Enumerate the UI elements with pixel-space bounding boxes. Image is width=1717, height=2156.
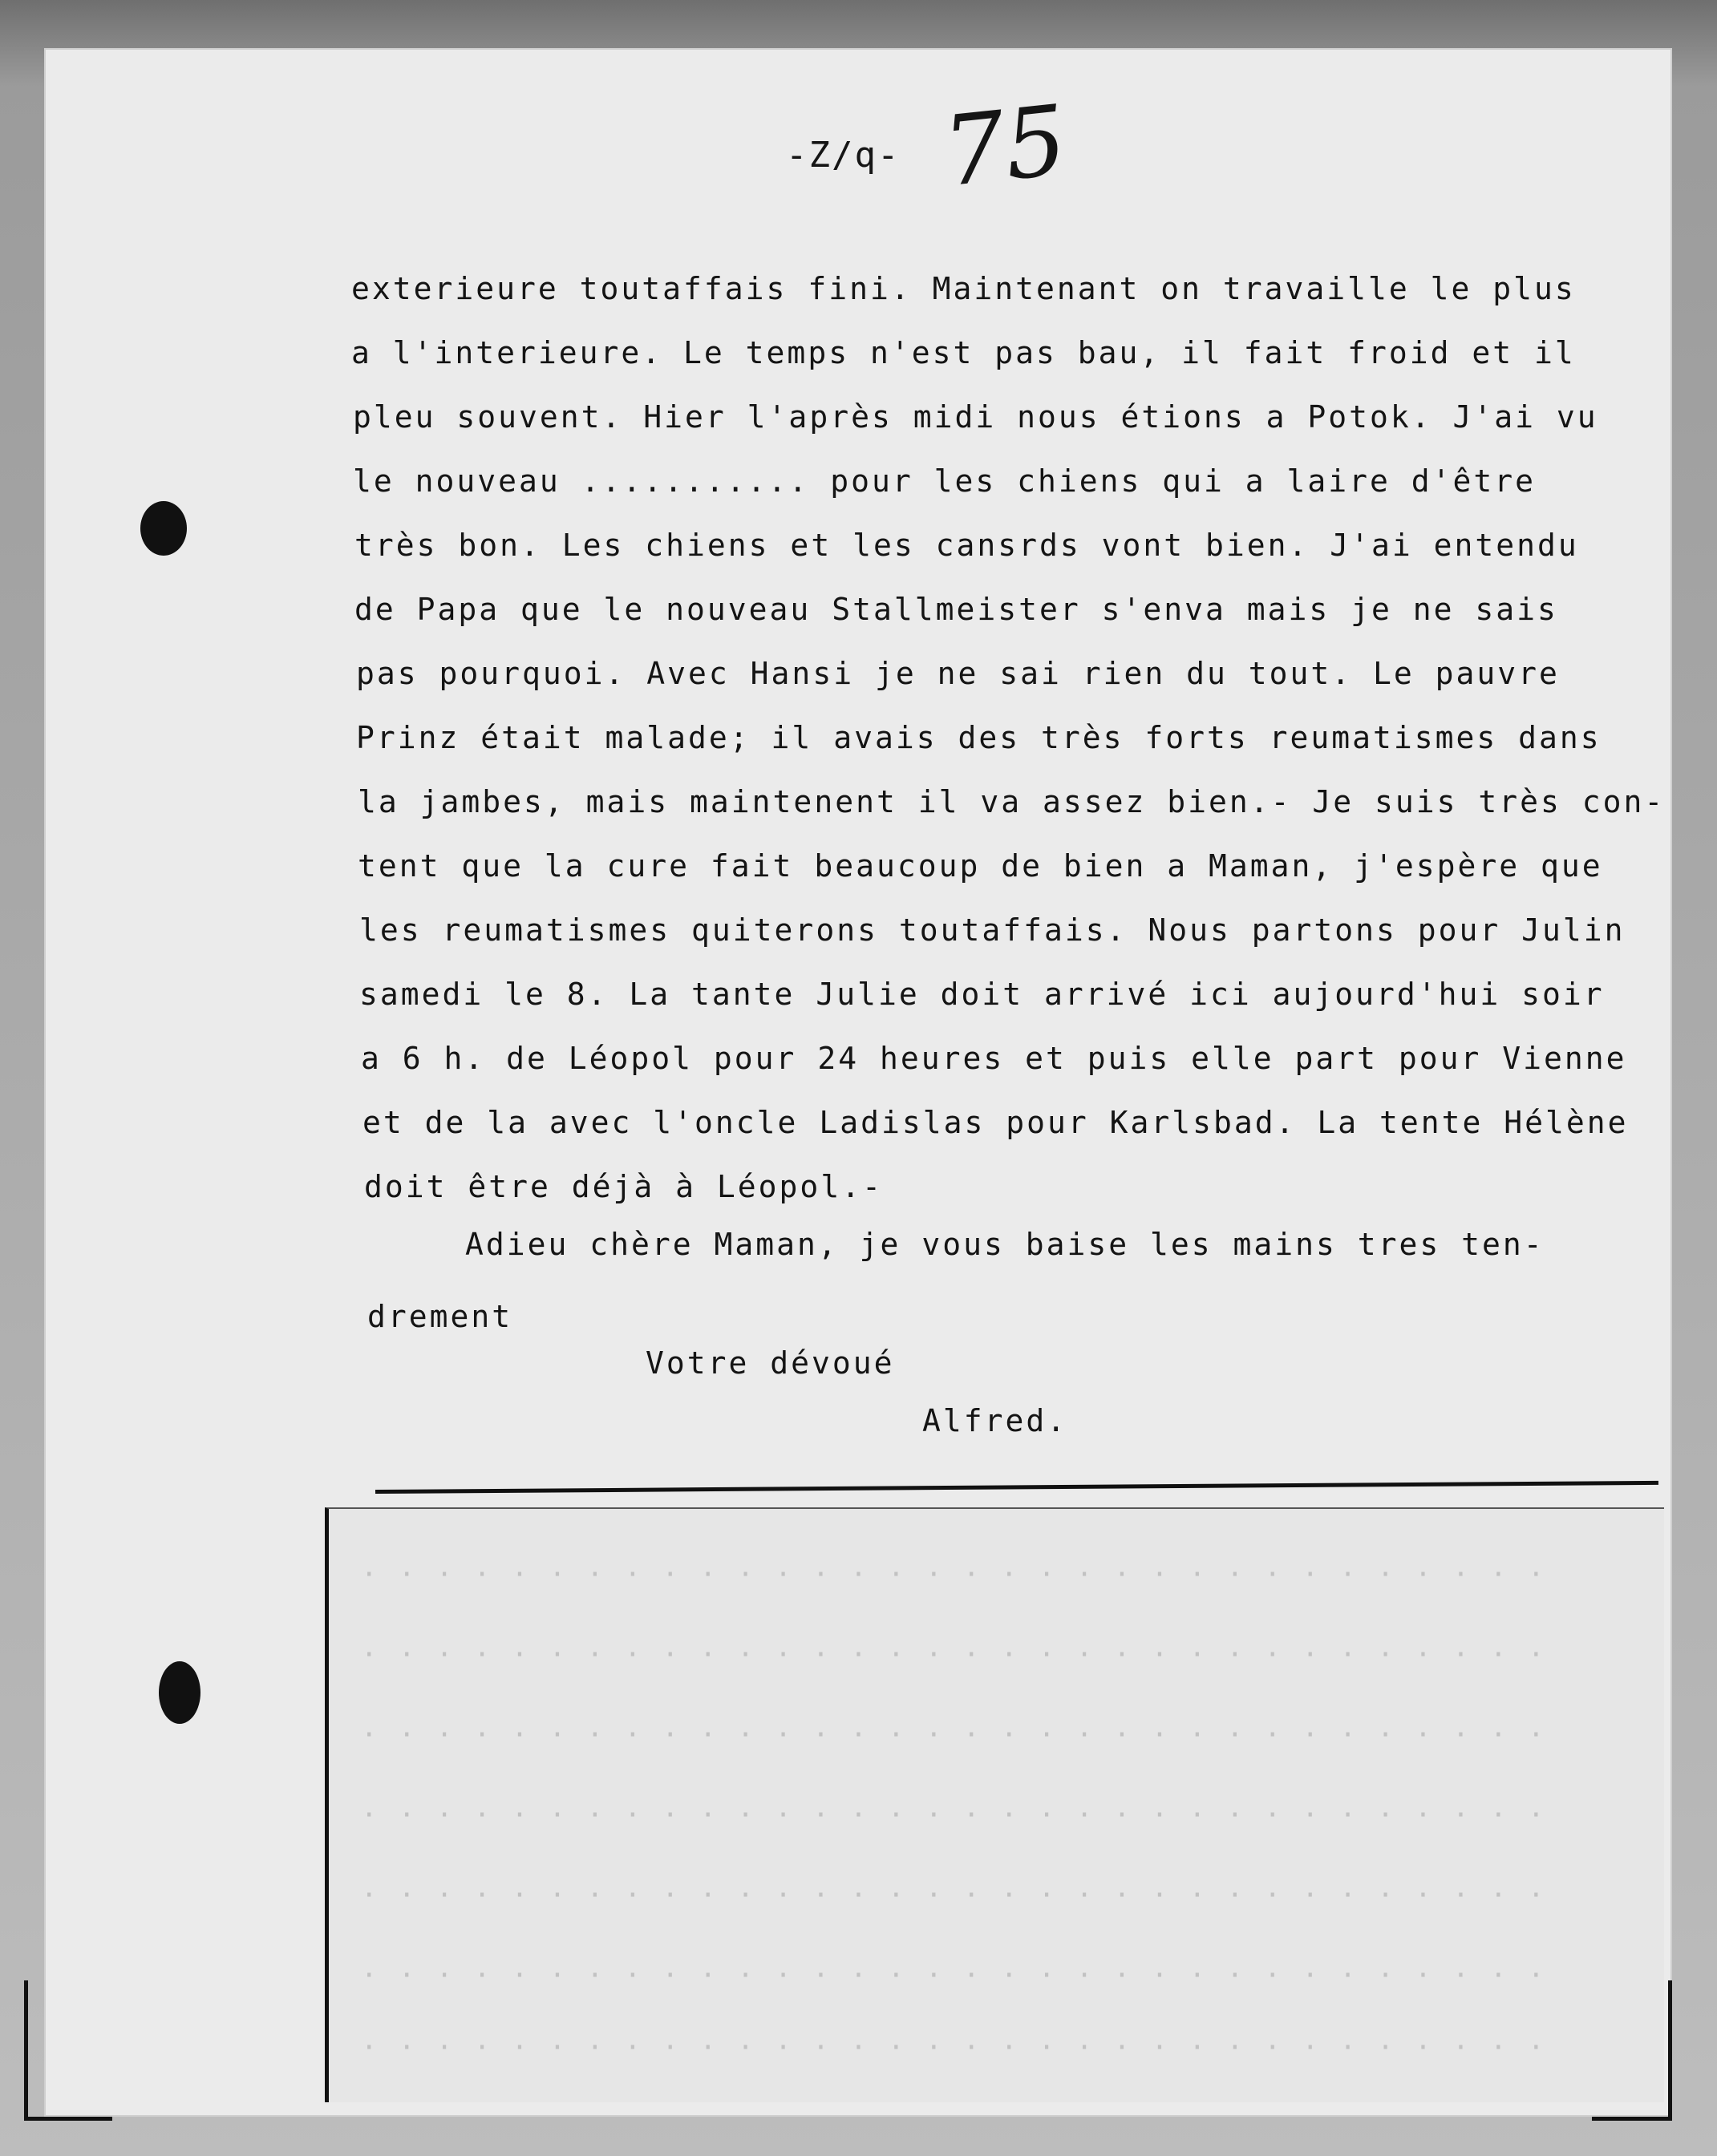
bleed-through-text: · · · · · · · · · · · · · · · · · · · · · · · · · · · · · · · · bbox=[361, 1798, 1547, 1830]
letter-line: samedi le 8. La tante Julie doit arrivé ici aujourd'hui soir bbox=[359, 977, 1605, 1012]
letter-line: exterieure toutaffais fini. Maintenant on travaille le plus bbox=[351, 271, 1576, 306]
bleed-through-text: · · · · · · · · · · · · · · · · · · · · · · · · · · · · · · · · bbox=[361, 1637, 1547, 1669]
letter-line: pleu souvent. Hier l'après midi nous étions a Potok. J'ai vu bbox=[353, 399, 1598, 435]
bleed-through-text: · · · · · · · · · · · · · · · · · · · · · · · · · · · · · · · · bbox=[361, 1717, 1547, 1749]
letter-line: de Papa que le nouveau Stallmeister s'enva mais je ne sais bbox=[354, 592, 1558, 627]
letter-line: la jambes, mais maintenent il va assez bien.- Je suis très con- bbox=[358, 784, 1666, 819]
folio-number: 75 bbox=[938, 85, 1072, 209]
letter-line: drement bbox=[367, 1299, 513, 1334]
letter-line: doit être déjà à Léopol.- bbox=[364, 1169, 883, 1204]
letter-line: très bon. Les chiens et les cansrds vont bien. J'ai entendu bbox=[354, 528, 1579, 563]
letter-line: pas pourquoi. Avec Hansi je ne sai rien du tout. Le pauvre bbox=[356, 656, 1560, 691]
bleed-through-text: · · · · · · · · · · · · · · · · · · · · · · · · · · · · · · · · bbox=[361, 1958, 1547, 1990]
crop-mark-bottom-right-horizontal bbox=[1592, 2117, 1672, 2121]
bleed-through-text: · · · · · · · · · · · · · · · · · · · · · · · · · · · · · · · · bbox=[361, 1878, 1547, 1910]
signature: Alfred. bbox=[922, 1403, 1068, 1438]
letter-line: Adieu chère Maman, je vous baise les mains tres ten- bbox=[465, 1227, 1545, 1262]
letter-line: les reumatismes quiterons toutaffais. Nous partons pour Julin bbox=[359, 912, 1626, 948]
punch-hole-top bbox=[140, 501, 187, 556]
crop-mark-bottom-left-horizontal bbox=[24, 2117, 112, 2121]
letter-line: a 6 h. de Léopol pour 24 heures et puis elle part pour Vienne bbox=[361, 1041, 1627, 1076]
crop-mark-bottom-left bbox=[24, 1980, 28, 2121]
letter-line: a l'interieure. Le temps n'est pas bau, il fait froid et il bbox=[351, 335, 1576, 370]
crop-mark-bottom-right bbox=[1668, 1980, 1672, 2121]
punch-hole-bottom bbox=[159, 1661, 200, 1724]
letter-line: tent que la cure fait beaucoup de bien a Maman, j'espère que bbox=[358, 848, 1603, 884]
bleed-through-text: · · · · · · · · · · · · · · · · · · · · · · · · · · · · · · · · bbox=[361, 1557, 1547, 1589]
letter-line: le nouveau ........... pour les chiens qui a laire d'être bbox=[353, 463, 1537, 499]
closing-salutation: Votre dévoué bbox=[646, 1345, 895, 1381]
page-number: -Z/q- bbox=[786, 135, 901, 176]
bleed-through-text: · · · · · · · · · · · · · · · · · · · · · · · · · · · · · · · · bbox=[361, 2030, 1547, 2062]
letter-line: Prinz était malade; il avais des très forts reumatismes dans bbox=[356, 720, 1602, 755]
letter-line: et de la avec l'oncle Ladislas pour Karlsbad. La tente Hélène bbox=[362, 1105, 1629, 1140]
bleed-through-sheet bbox=[325, 1507, 1664, 2102]
